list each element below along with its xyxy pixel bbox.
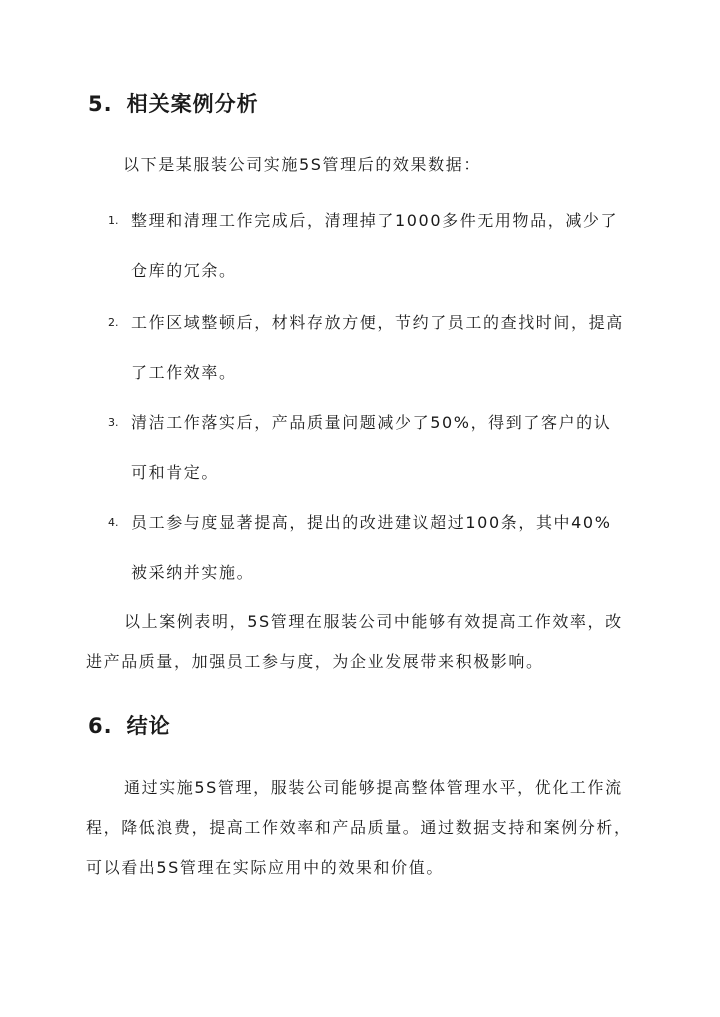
list-item [108, 398, 628, 498]
section-5-title: 相关案例分析 [126, 92, 259, 116]
list-item-text: 整理和清理工作完成后，清理掉了1000多件无用物品，减少了仓库的冗余。 [131, 211, 619, 280]
list-item-marker: 3. [108, 416, 119, 429]
section-6-heading [88, 710, 171, 740]
section-5-number: 5. [88, 92, 113, 116]
section-5-heading [88, 88, 259, 118]
list-item [108, 498, 628, 598]
section-5-intro: 以下是某服装公司实施5S管理后的效果数据： [123, 155, 481, 174]
list-item-text: 清洁工作落实后，产品质量问题减少了50%，得到了客户的认可和肯定。 [131, 413, 612, 482]
section-6-number: 6. [88, 714, 113, 738]
section-6-body: 通过实施5S管理，服装公司能够提高整体管理水平，优化工作流程，降低浪费，提高工作效率和产品质量。通过数据支持和案例分析，可以看出5S管理在实际应用中的效果和价值。 [86, 778, 632, 877]
section-6-title: 结论 [126, 714, 171, 738]
list-item [108, 298, 628, 398]
list-item-text: 工作区域整顿后，材料存放方便，节约了员工的查找时间，提高了工作效率。 [131, 313, 624, 382]
list-item-text: 员工参与度显著提高，提出的改进建议超过100条，其中40%被采纳并实施。 [131, 513, 612, 582]
list-item-marker: 1. [108, 214, 119, 227]
list-item-marker: 2. [108, 316, 119, 329]
list-item [108, 196, 628, 296]
list-item-marker: 4. [108, 516, 119, 529]
section-5-summary: 以上案例表明，5S管理在服装公司中能够有效提高工作效率，改进产品质量，加强员工参与度，为企业发展带来积极影响。 [86, 612, 623, 671]
